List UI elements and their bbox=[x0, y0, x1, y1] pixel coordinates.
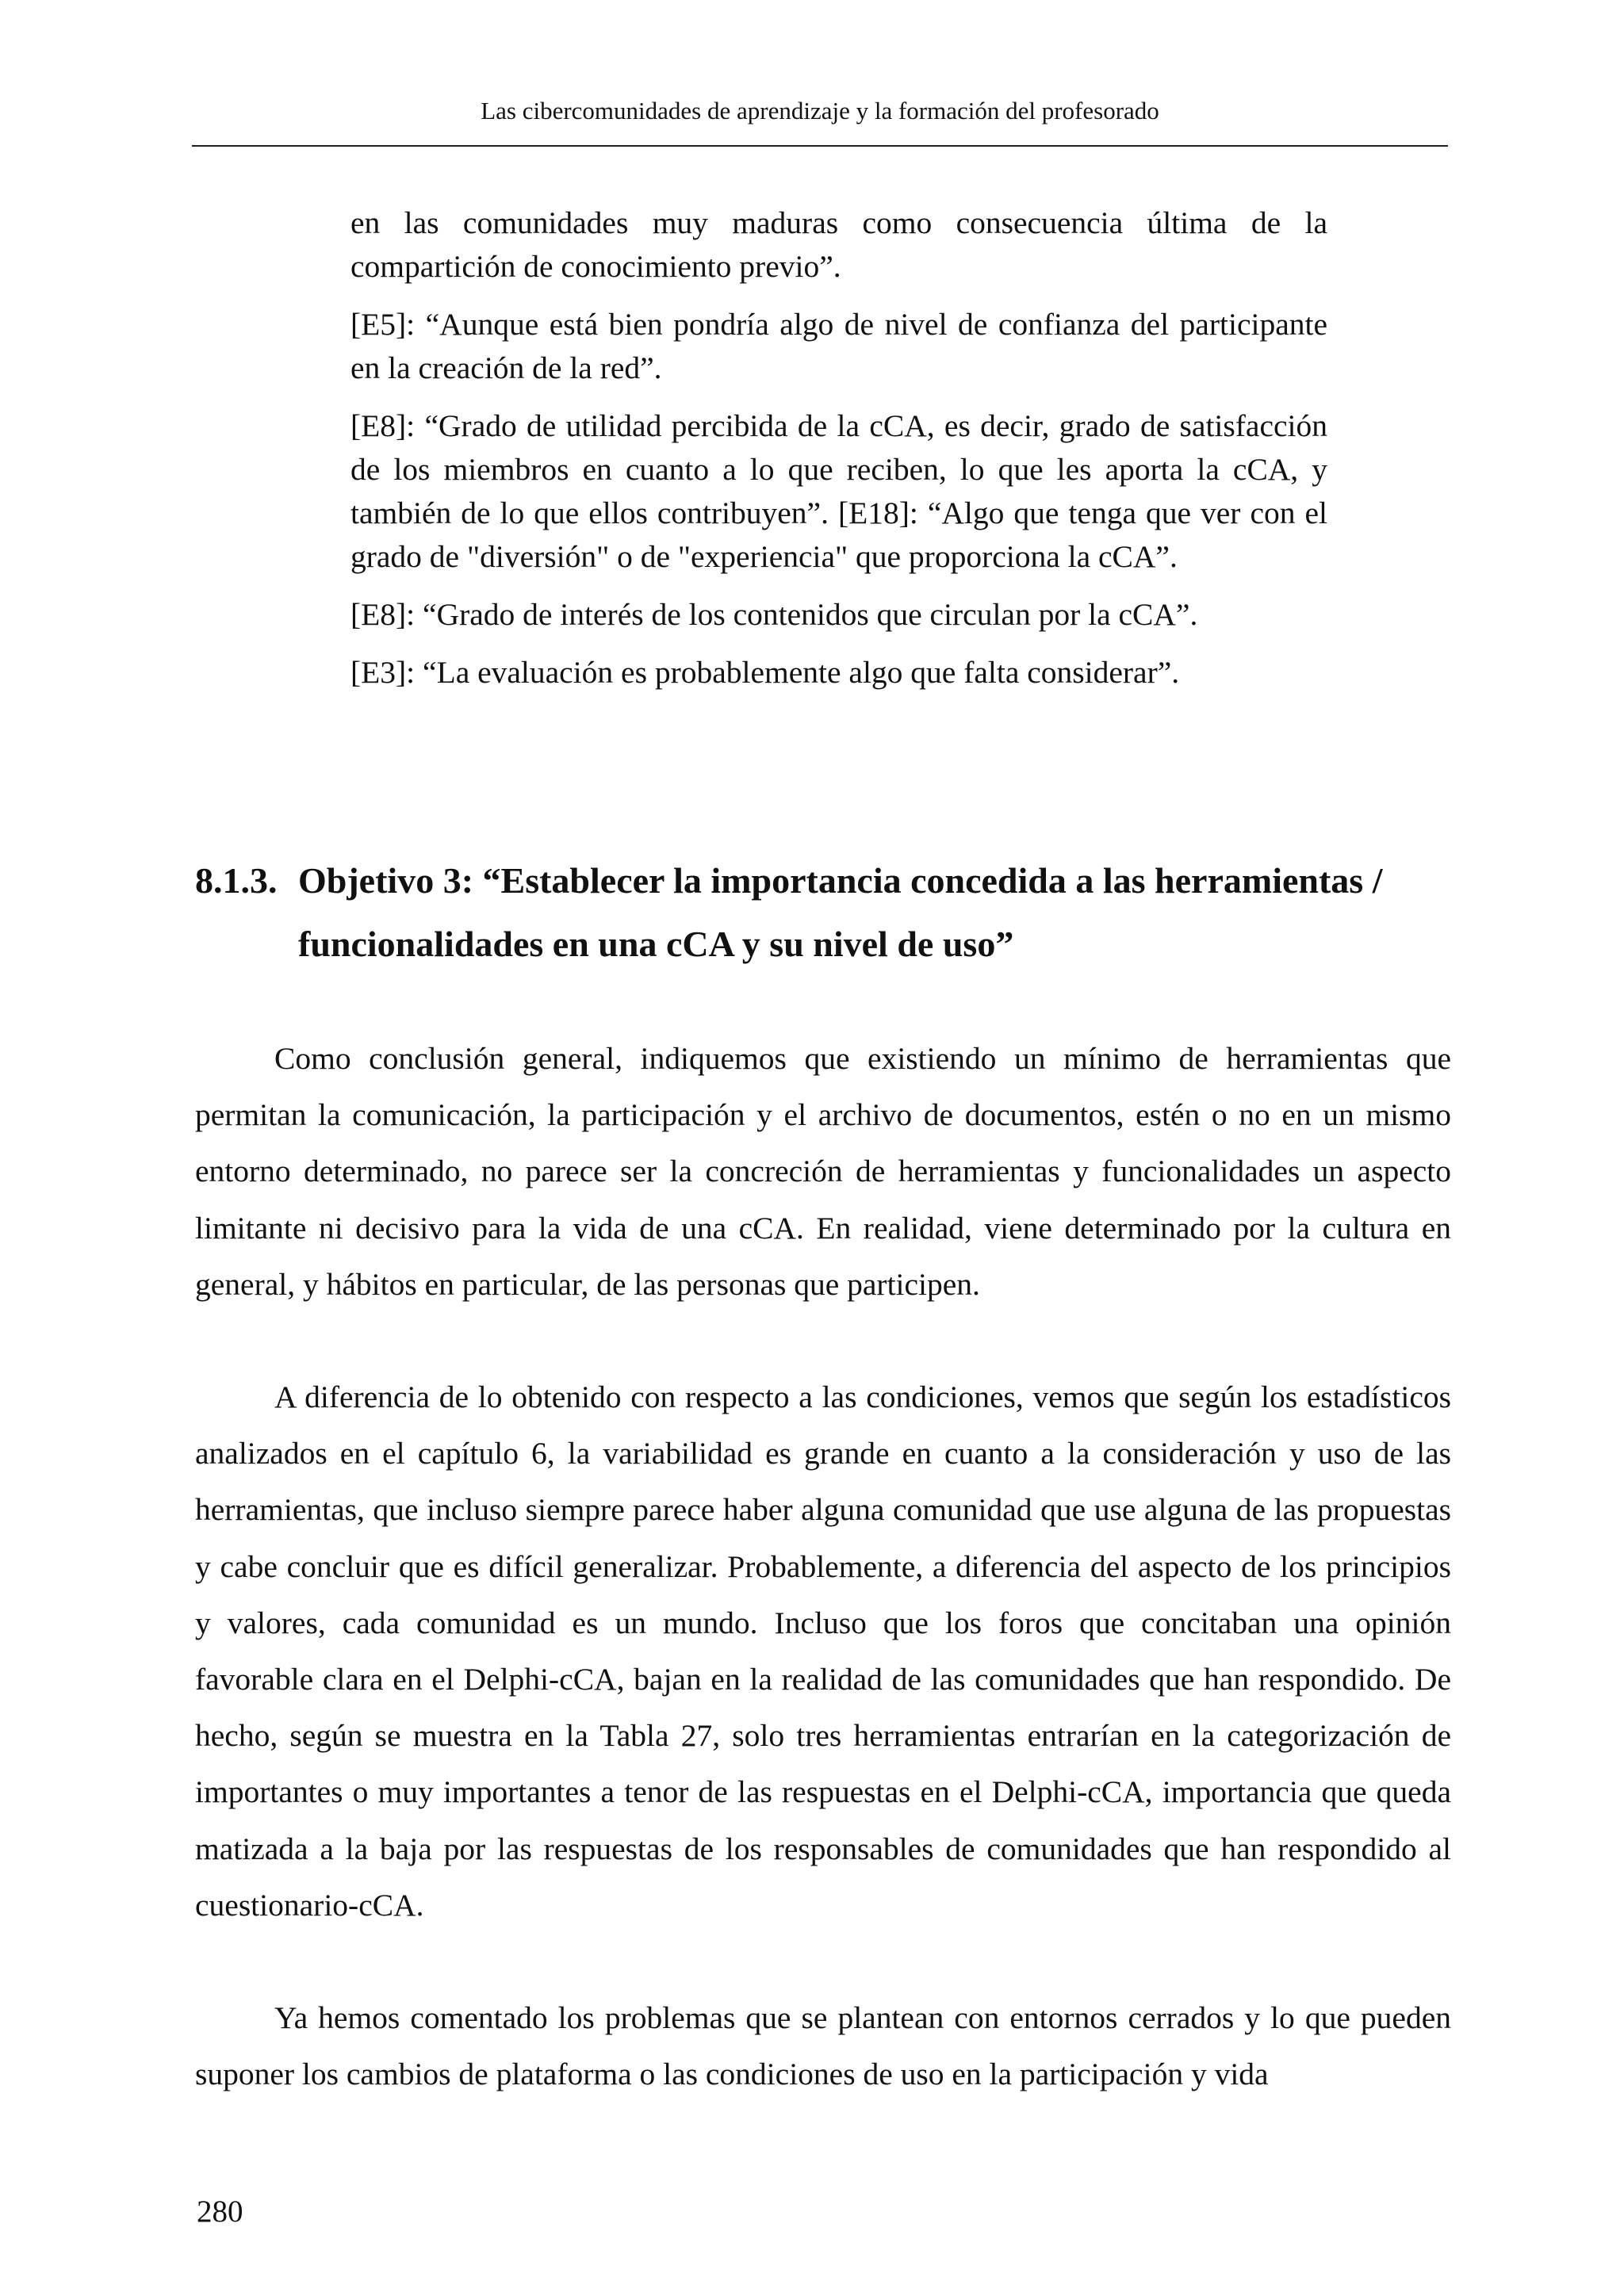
body-text bbox=[195, 1031, 1451, 2159]
body-paragraph: Ya hemos comentado los problemas que se plantean con entornos cerrados y lo que pueden suponer los cambios de plataforma o las condiciones de uso en la participación y vida bbox=[195, 2000, 1451, 2092]
section-title-line1: Objetivo 3: “Establecer la importancia concedida a las herramientas / bbox=[298, 860, 1383, 901]
header-rule bbox=[192, 145, 1448, 147]
quote-paragraph: [E8]: “Grado de utilidad percibida de la cCA, es decir, grado de satisfacción de los miembros en cuanto a lo que reciben, lo que les aporta la cCA, y también de lo que ellos contribuyen”. [E18]: “Algo que tenga que ver con el grado de "diversión" o de "experiencia" que proporciona la cCA”. bbox=[350, 408, 1327, 574]
section-title-line2: funcionalidades en una cCA y su nivel de uso” bbox=[298, 924, 1014, 964]
quote-paragraph: en las comunidades muy maduras como consecuencia última de la compartición de conocimiento previo”. bbox=[350, 205, 1327, 284]
quote-paragraph: [E8]: “Grado de interés de los contenidos que circulan por la cCA”. bbox=[350, 597, 1198, 632]
quote-paragraph: [E3]: “La evaluación es probablemente algo que falta considerar”. bbox=[350, 655, 1180, 690]
quote-block bbox=[350, 201, 1327, 709]
section-number: 8.1.3. bbox=[195, 860, 278, 901]
section-heading bbox=[195, 849, 1453, 976]
body-paragraph: Como conclusión general, indiquemos que existiendo un mínimo de herramientas que permitan la comunicación, la participación y el archivo de documentos, estén o no en un mismo entorno determinado, no parece ser la concreción de herramientas y funcionalidades un aspecto limitante ni decisivo para la vida de una cCA. En realidad, viene determinado por la cultura en general, y hábitos en particular, de las personas que participen. bbox=[195, 1041, 1451, 1302]
quote-paragraph: [E5]: “Aunque está bien pondría algo de nivel de confianza del participante en la creación de la red”. bbox=[350, 307, 1327, 385]
body-paragraph: A diferencia de lo obtenido con respecto a las condiciones, vemos que según los estadísticos analizados en el capítulo 6, la variabilidad es grande en cuanto a la consideración y uso de las herramientas, que incluso siempre parece haber alguna comunidad que use alguna de las propuestas y cabe concluir que es difícil generalizar. Probablemente, a diferencia del aspecto de los principios y valores, cada comunidad es un mundo. Incluso que los foros que concitaban una opinión favorable clara en el Delphi-cCA, bajan en la realidad de las comunidades que han respondido. De hecho, según se muestra en la Tabla 27, solo tres herramientas entrarían en la categorización de importantes o muy importantes a tenor de las respuestas en el Delphi-cCA, importancia que queda matizada a la baja por las respuestas de los responsables de comunidades que han respondido al cuestionario-cCA. bbox=[195, 1380, 1451, 1923]
running-header: Las cibercomunidades de aprendizaje y la formación del profesorado bbox=[481, 97, 1159, 124]
page-number: 280 bbox=[197, 2195, 243, 2229]
